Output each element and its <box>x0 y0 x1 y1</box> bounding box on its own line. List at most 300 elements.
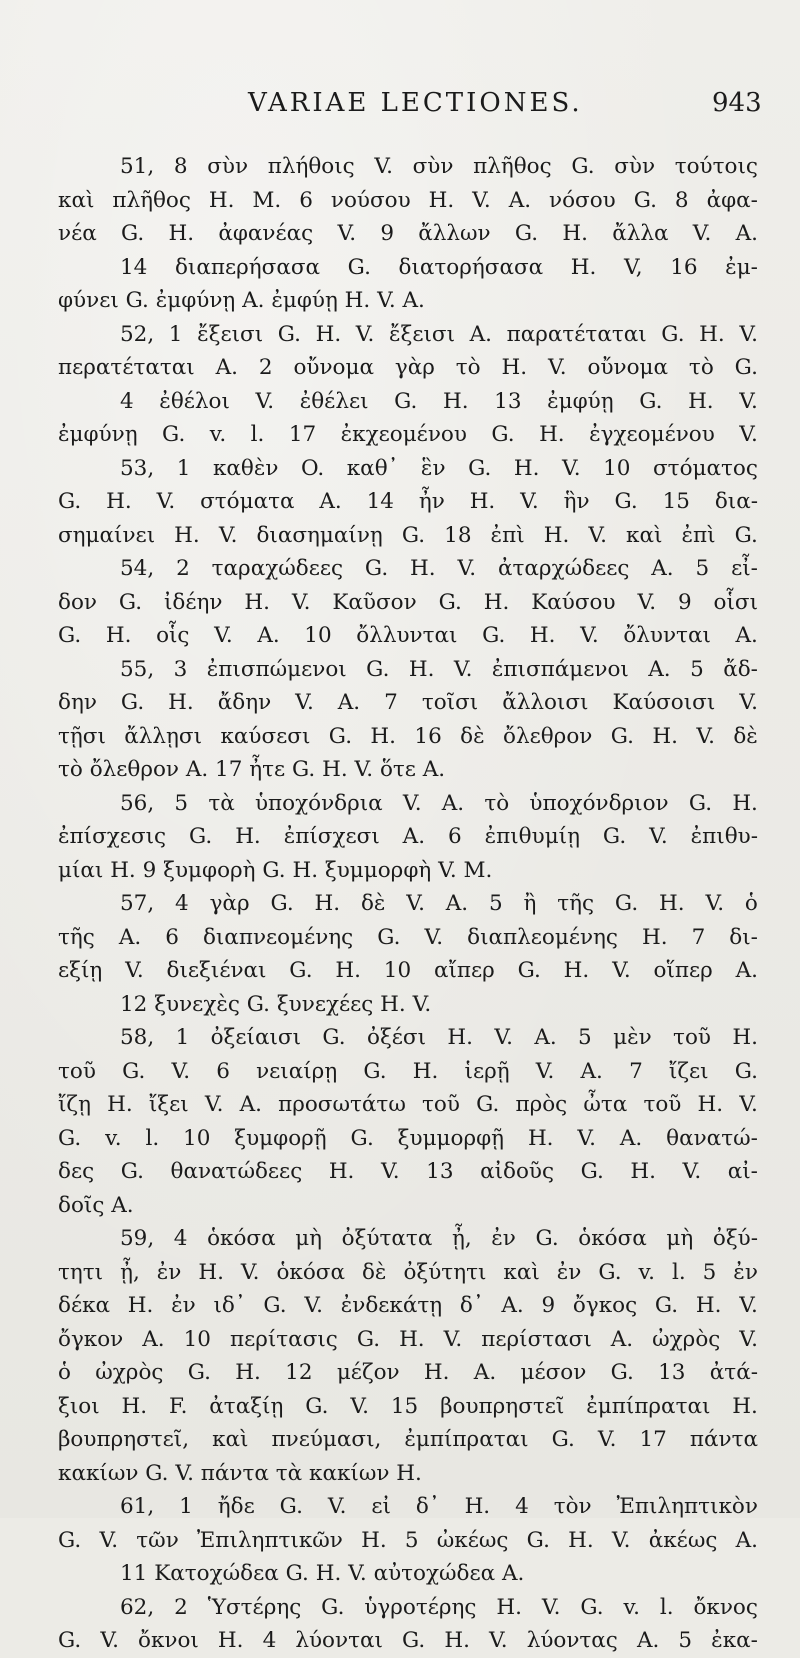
word: ἐνδεκάτῃ <box>340 1293 443 1318</box>
word: H. <box>235 824 261 849</box>
word: H. <box>121 1393 148 1419</box>
word: εἶ- <box>731 556 758 581</box>
text-line <box>58 351 758 385</box>
word: G. <box>347 254 371 280</box>
text-line <box>58 485 758 519</box>
word: G. <box>366 656 390 682</box>
word: H. <box>539 422 565 447</box>
word: l. <box>145 1125 160 1151</box>
word: ἀτά- <box>709 1360 758 1385</box>
word: φύνει <box>58 288 126 313</box>
word: G. <box>639 388 663 414</box>
word: ᾖ, <box>120 1259 140 1285</box>
word: 5 <box>578 1025 592 1050</box>
word: H. <box>399 1326 425 1352</box>
word: G. <box>610 723 634 749</box>
word: G. <box>491 422 515 447</box>
word: ὑγροτέρης <box>364 1594 477 1620</box>
word: καὶ <box>212 1427 249 1452</box>
word: G. <box>122 1058 146 1084</box>
page-header <box>0 88 800 128</box>
text-line <box>58 418 758 452</box>
word: H. <box>292 857 325 883</box>
word: ἐμφύῃ <box>271 288 345 313</box>
word: G. <box>551 1427 575 1452</box>
word: G. <box>262 857 293 883</box>
word: 1 <box>168 321 183 347</box>
word: διεξιέναι <box>166 958 267 983</box>
word: A. <box>610 1326 634 1352</box>
word: G. <box>58 1125 82 1151</box>
word: καὶ <box>626 522 663 548</box>
word: G. <box>356 1326 381 1352</box>
word: H. <box>570 254 597 280</box>
word: V. <box>637 589 657 615</box>
word: H. <box>442 388 469 414</box>
word: ὠχρὸς <box>652 1326 721 1352</box>
word: Καύσου <box>531 589 616 615</box>
word: ἐμφύνῃ <box>155 288 243 313</box>
word: V. <box>535 1058 555 1084</box>
word: ἣν <box>563 489 590 514</box>
word: 9 <box>677 589 692 615</box>
word: οἷς <box>156 623 190 648</box>
word: ἀταρχώδεες <box>498 556 630 581</box>
word: ἐπὶ <box>681 522 716 548</box>
word: 6 <box>447 824 462 849</box>
word: G. <box>517 958 541 983</box>
word: H. <box>423 1360 450 1385</box>
word: κακίων <box>58 1460 146 1486</box>
word: V. <box>597 1427 617 1452</box>
word: ἄλλοισι <box>502 690 589 715</box>
text-line <box>58 1624 758 1658</box>
text-line <box>58 1423 758 1457</box>
word: V. <box>374 154 393 179</box>
word: Κατοχώδεα <box>154 1561 286 1586</box>
text-line <box>58 552 758 586</box>
word: 8 <box>674 187 689 213</box>
word: διατορήσασα <box>398 254 544 280</box>
word: ἴξει <box>148 1092 189 1117</box>
word: στόματος <box>653 455 758 481</box>
word: 52, <box>120 321 155 347</box>
word: H. <box>428 187 455 213</box>
word: H. <box>315 321 342 347</box>
word: A. <box>257 623 280 648</box>
word: ἀφα- <box>706 187 758 213</box>
text-line <box>58 1591 758 1625</box>
text-line <box>58 1189 758 1223</box>
word: ὄγκος <box>572 1293 638 1318</box>
word: G. <box>580 1594 604 1620</box>
word: πρὸς <box>515 1092 568 1117</box>
word: 12 <box>120 991 155 1017</box>
word: δέκα <box>58 1293 111 1318</box>
word: l. <box>659 1594 674 1620</box>
word: H. <box>527 1125 554 1151</box>
text-line <box>58 1222 758 1256</box>
word: 2 <box>258 355 273 380</box>
word: ὁκόσα <box>578 1226 647 1251</box>
word: A. <box>239 1092 262 1117</box>
word: μὴ <box>295 1226 323 1251</box>
word: ὄλλυνται <box>356 623 458 648</box>
word: 7 <box>629 1058 643 1084</box>
word: G. <box>598 1259 622 1285</box>
word: V. <box>125 958 144 983</box>
word: G. <box>468 455 492 481</box>
word: 9 <box>380 221 394 246</box>
text-line <box>58 1122 758 1156</box>
critical-apparatus-text <box>58 150 758 1658</box>
word: ξυμφορῇ <box>234 1125 327 1151</box>
word: 16 <box>414 723 442 749</box>
word: Ὑστέρης <box>207 1594 302 1620</box>
word: G. <box>145 1460 176 1486</box>
word: ἐθέλοι <box>159 388 230 414</box>
word: G. <box>118 589 143 615</box>
text-line <box>58 1289 758 1323</box>
word: ξυμμορφὴ <box>324 857 439 883</box>
word: πλήθοις <box>267 154 355 179</box>
word: τοῦ <box>422 1092 460 1117</box>
text-line <box>58 519 758 553</box>
word: ἐμ- <box>725 254 758 280</box>
word: A. <box>422 757 446 782</box>
word: ἐγχεομένου <box>589 422 715 447</box>
word: H. <box>370 723 397 749</box>
word: G. <box>279 1494 303 1519</box>
word: τὰ <box>208 790 235 816</box>
word: τὸ <box>455 355 481 380</box>
word: ὄλεθρον <box>89 757 186 782</box>
word: δοῖς <box>58 1192 112 1218</box>
word: ἄλλῃσι <box>124 723 203 749</box>
text-line <box>58 921 758 955</box>
text-line <box>58 954 758 988</box>
word: διαπνεομένης <box>202 924 354 950</box>
word: F. <box>169 1393 188 1419</box>
word: 13 <box>494 388 522 414</box>
word: ὁ <box>744 891 758 916</box>
word: G. <box>614 489 638 514</box>
word: αἰ- <box>727 1159 758 1184</box>
word: ὀξύτατα <box>341 1226 433 1251</box>
word: αἴπερ <box>433 958 495 983</box>
word: ξυμμορφῇ <box>397 1125 505 1151</box>
word: H. <box>361 1527 387 1553</box>
word: 5 <box>404 1527 419 1553</box>
word: G. <box>322 1025 346 1050</box>
word: A. <box>534 1025 557 1050</box>
word: H. <box>110 857 143 883</box>
word: G. <box>120 690 145 715</box>
word: ἐν <box>733 1259 758 1285</box>
word: ὄγκον <box>58 1326 124 1352</box>
word: Καῦσον <box>332 589 417 615</box>
word: ἐκα- <box>711 1628 758 1653</box>
word: τὸ <box>58 757 90 782</box>
word: 10 <box>183 1326 211 1352</box>
word: καὶ <box>58 187 95 213</box>
word: G. <box>394 388 418 414</box>
word: 1 <box>179 1494 193 1519</box>
word: ἀκέως <box>648 1527 718 1553</box>
word: V. <box>406 891 425 916</box>
word: A. <box>508 187 532 213</box>
text-line <box>58 385 758 419</box>
word: A. <box>242 288 272 313</box>
word: H. <box>630 1159 656 1184</box>
word: V. <box>561 455 581 481</box>
word: H. <box>107 1092 133 1117</box>
word: τοῖσι <box>421 690 479 715</box>
word: A. <box>185 757 216 782</box>
word: ἄλλων <box>418 221 491 246</box>
word: ὠχρὸς <box>95 1360 164 1385</box>
word: διασημαίνῃ <box>256 522 383 548</box>
text-line <box>58 150 758 184</box>
word: H. <box>335 958 361 983</box>
word: ἦτε <box>249 757 292 782</box>
word: H. <box>105 623 132 648</box>
text-line <box>58 753 758 787</box>
word: H. <box>529 623 556 648</box>
text-line <box>58 452 758 486</box>
word: A. <box>580 1058 603 1084</box>
word: μίαι <box>58 857 111 883</box>
word: A. <box>402 288 425 313</box>
word: Καύσοισι <box>612 690 716 715</box>
word: H. <box>328 1159 355 1184</box>
word: 1 <box>175 1025 190 1050</box>
word: θανατώ- <box>666 1125 758 1151</box>
word: H. <box>410 556 436 581</box>
word: H. <box>513 455 540 481</box>
word: νόσου <box>549 187 616 213</box>
word: δὲ <box>733 723 758 749</box>
word: 5 <box>690 656 704 682</box>
word: H. <box>444 1628 470 1653</box>
word: l. <box>250 422 265 447</box>
text-line <box>58 586 758 620</box>
word: 4 <box>262 1628 277 1653</box>
word: 4 <box>175 891 189 916</box>
word: G. <box>363 1058 387 1084</box>
word: V. <box>175 1460 201 1486</box>
word: V. <box>438 857 464 883</box>
word: περατέταται <box>58 355 195 380</box>
word: ὄλυνται <box>623 623 711 648</box>
word: V. <box>355 321 375 347</box>
word: V. <box>214 623 233 648</box>
word: 15 <box>390 1393 419 1419</box>
word: Ἐπιληπτικὸν <box>616 1494 758 1519</box>
word: H. <box>469 489 496 514</box>
word: 61, <box>120 1494 155 1519</box>
word: A. <box>111 1192 134 1218</box>
word: ὀξέσι <box>367 1025 427 1050</box>
word: ἄδ- <box>723 656 758 682</box>
word: G. <box>58 1527 82 1553</box>
word: μὲν <box>613 1025 652 1050</box>
word: G. <box>328 723 353 749</box>
word: νούσου <box>330 187 411 213</box>
word: G. <box>162 422 186 447</box>
word: νειαίρῃ <box>256 1058 338 1084</box>
word: ἐπίσχεσις <box>58 824 167 849</box>
word: G. <box>277 321 301 347</box>
word: περίτασις <box>229 1326 338 1352</box>
word: G. <box>633 187 657 213</box>
word: ἔξεισι <box>197 321 264 347</box>
text-line <box>58 1256 758 1290</box>
text-line <box>58 720 758 754</box>
word: λύονται <box>295 1628 383 1653</box>
word: V. <box>291 589 311 615</box>
word: τῇσι <box>58 723 106 749</box>
word: G. <box>120 1159 144 1184</box>
word: 9 <box>541 1293 556 1318</box>
word: στόματα <box>200 489 295 514</box>
word: G. <box>189 824 213 849</box>
word: G. <box>125 288 156 313</box>
word: μὴ <box>666 1226 694 1251</box>
word: ἐμπίπραται <box>404 1427 529 1452</box>
word: ὀξείαισι <box>210 1025 302 1050</box>
word: H. <box>732 1025 758 1050</box>
word: ὠκέως <box>436 1527 509 1553</box>
word: δες <box>58 1159 95 1184</box>
word: V. <box>577 1125 597 1151</box>
word: μέσον <box>520 1360 587 1385</box>
word: G. <box>688 790 713 816</box>
word: ἐν <box>491 1226 516 1251</box>
word: διαπερήσασα <box>174 254 321 280</box>
page-number: 943 <box>712 88 762 118</box>
word: τῶν <box>136 1527 179 1553</box>
word: A. <box>441 790 465 816</box>
word: 5 <box>488 891 503 916</box>
word: ἐπισπώμενοι <box>206 656 347 682</box>
word: G. <box>401 522 426 548</box>
word: ξιοι <box>58 1393 100 1419</box>
word: H. <box>496 1594 522 1620</box>
word: H. <box>106 489 132 514</box>
word: V. <box>327 1494 347 1519</box>
text-line <box>58 1356 758 1390</box>
word: ταραχώδεες <box>211 556 344 581</box>
text-line <box>58 1088 758 1122</box>
word: πάντα <box>689 1427 758 1452</box>
word: τὰ <box>275 1460 309 1486</box>
text-line <box>58 887 758 921</box>
word: ἐμφύῃ <box>547 388 614 414</box>
word: G. <box>120 221 145 246</box>
word: σὺν <box>412 154 454 179</box>
word: V. <box>354 757 380 782</box>
text-line <box>58 1557 758 1591</box>
word: G. <box>580 1159 604 1184</box>
word: κακίων <box>309 1460 397 1486</box>
word: ἤδε <box>217 1494 255 1519</box>
word: 14 <box>120 254 148 280</box>
word: 4 <box>173 1226 188 1251</box>
word: περίστασι <box>481 1326 592 1352</box>
word: G. <box>482 623 506 648</box>
word: A. <box>319 489 342 514</box>
word: V. <box>457 556 477 581</box>
word: V. <box>541 1594 561 1620</box>
word: ὑποχόνδρια <box>254 790 383 816</box>
word: δι- <box>729 924 758 950</box>
word: G. <box>602 824 627 849</box>
word: ἐθέλει <box>299 388 369 414</box>
word: V. <box>218 522 238 548</box>
word: 17 <box>288 422 317 447</box>
word: V. <box>255 388 275 414</box>
word: V. <box>204 1092 224 1117</box>
word: ἢ <box>523 891 537 916</box>
word: δ᾽ <box>459 1293 484 1318</box>
word: G. <box>476 1092 500 1117</box>
word: V. <box>453 656 473 682</box>
word: ὄκνοι <box>138 1628 199 1653</box>
word: H. <box>127 1293 154 1318</box>
text-line <box>58 619 758 653</box>
word: G. <box>734 355 758 380</box>
word: v. <box>623 1594 640 1620</box>
word: A. <box>142 1326 165 1352</box>
word: 56, <box>120 790 155 816</box>
word: ἄδην <box>217 690 272 715</box>
word: ξυμφορὴ <box>163 857 263 883</box>
word: V. <box>295 690 314 715</box>
word: H. <box>543 522 570 548</box>
text-line <box>58 1390 758 1424</box>
word: ἀταξίῃ <box>209 1393 284 1419</box>
word: 62, <box>120 1594 155 1620</box>
word: V. <box>350 1393 369 1419</box>
word: ὄκνος <box>693 1594 758 1620</box>
word: A. <box>337 690 361 715</box>
word: V. <box>588 522 607 548</box>
word: 9 <box>142 857 164 883</box>
word: δὲ <box>360 891 386 916</box>
word: A. <box>735 958 758 983</box>
word: αἰδοῦς <box>480 1159 555 1184</box>
word: σημαίνει <box>58 522 156 548</box>
word: V. <box>548 355 567 380</box>
word: ἐπιθυμίῃ <box>484 824 580 849</box>
word: H. <box>344 288 378 313</box>
word: μέζον <box>336 1360 400 1385</box>
word: ἱερῇ <box>464 1058 510 1084</box>
word: πλῆθος <box>112 187 191 213</box>
text-line <box>58 988 758 1022</box>
word: V. <box>739 321 758 347</box>
word: 4 <box>120 388 134 414</box>
word: 57, <box>120 891 155 916</box>
word: ἐν <box>171 1293 196 1318</box>
word: H. <box>697 1092 724 1117</box>
word: 2 <box>176 556 190 581</box>
word: G. <box>292 757 323 782</box>
word: H. <box>235 1360 261 1385</box>
word: V. <box>705 891 725 916</box>
word: λύοντας <box>526 1628 618 1653</box>
